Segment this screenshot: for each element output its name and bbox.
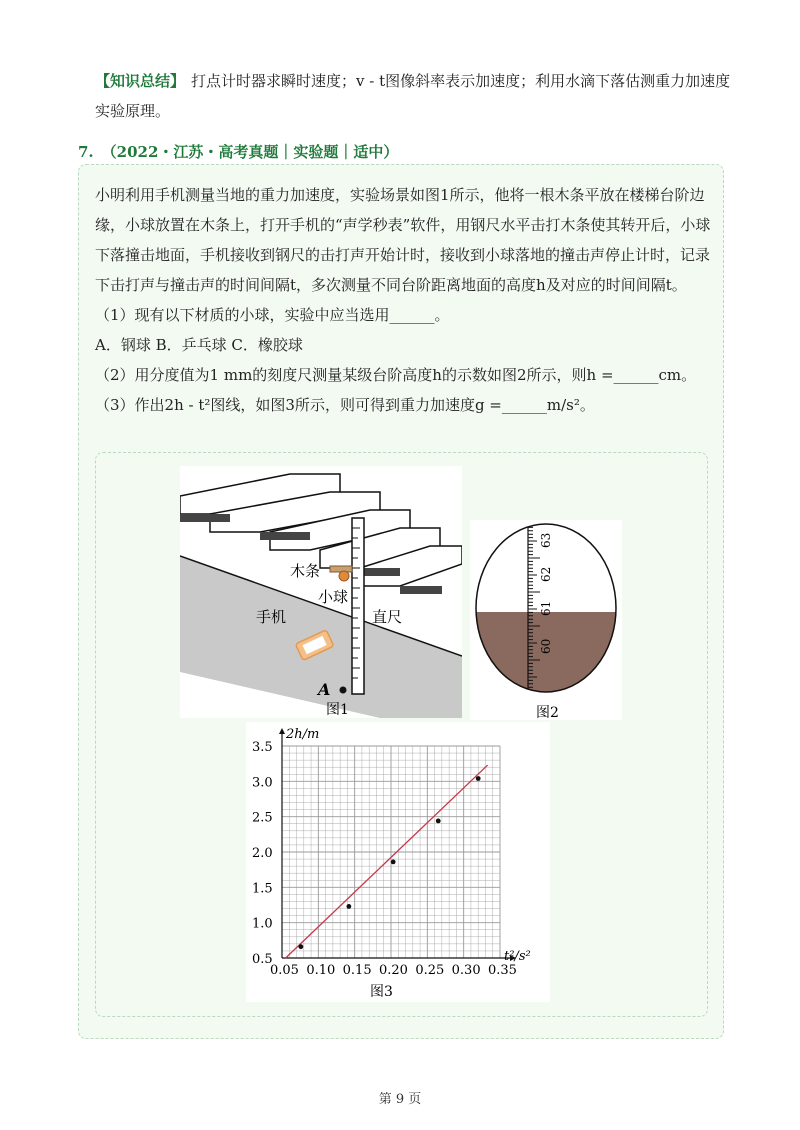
y-tick-label: 3.5 xyxy=(252,740,273,755)
chart-y-ticks xyxy=(252,740,273,967)
y-tick-label: 1.5 xyxy=(252,881,273,897)
staircase xyxy=(180,474,462,586)
point-a-marker xyxy=(340,687,347,694)
figure-1-drawing xyxy=(180,466,462,718)
x-tick-label: 0.30 xyxy=(451,963,481,978)
fit-line xyxy=(286,765,488,958)
y-tick-label: 1.0 xyxy=(252,916,273,932)
chart-points xyxy=(298,776,480,949)
data-point xyxy=(346,904,351,909)
question-part-3: （3）作出2h - t²图线，如图3所示，则可得到重力加速度g =______m/s²。 xyxy=(95,396,595,414)
chart-fit-line-group xyxy=(286,765,488,958)
y-axis-arrow xyxy=(279,728,285,734)
figure-3 xyxy=(246,722,550,1002)
question-number: 7. xyxy=(78,143,94,161)
x-tick-label: 0.25 xyxy=(415,963,445,978)
question-stem: 小明利用手机测量当地的重力加速度，实验场景如图1所示，他将一根木条平放在楼梯台阶边缘，小球放置在木条上，打开手机的“声学秒表”软件，用钢尺水平击打木条使其转开后，小球下落撞击地面，手机接收到钢尺的击打声开始计时，接收到小球落地的撞击声停止计时，记录下击打声与撞击声的时间间隔t，多次测量不同台阶距离地面的高度h及对应的时间间隔t。 xyxy=(95,186,711,294)
figure-2-caption: 图2 xyxy=(536,705,559,720)
question-meta: （2022・江苏・高考真题｜实验题｜适中） xyxy=(101,143,399,161)
data-point xyxy=(391,859,396,864)
x-tick-label: 0.35 xyxy=(488,963,517,978)
question-part-1: （1）现有以下材质的小球，实验中应当选用______。 xyxy=(95,306,450,324)
label-wood: 木条 xyxy=(290,562,321,580)
chart-grid-major xyxy=(282,746,500,958)
question-header xyxy=(78,141,398,162)
tick-61: 61 xyxy=(539,600,553,616)
chart-x-label: t²/s² xyxy=(504,949,531,964)
question-options: A．钢球 B．乒乓球 C．橡胶球 xyxy=(95,336,303,354)
x-tick-label: 0.10 xyxy=(306,963,336,978)
tick-62: 62 xyxy=(539,566,553,582)
question-body xyxy=(95,180,715,420)
summary-text: 打点计时器求瞬时速度；v - t图像斜率表示加速度；利用水滴下落估测重力加速度实验原理。 xyxy=(95,72,731,120)
x-tick-label: 0.15 xyxy=(342,963,372,978)
figure-3-caption: 图3 xyxy=(370,984,393,1000)
tick-63: 63 xyxy=(539,532,553,548)
label-ruler: 直尺 xyxy=(372,608,403,626)
chart-axes xyxy=(279,728,516,961)
question-part-2: （2）用分度值为1 mm的刻度尺测量某级台阶高度h的示数如图2所示，则h =______cm。 xyxy=(95,366,697,384)
y-tick-label: 3.0 xyxy=(252,775,273,791)
chart-2h-vs-t2 xyxy=(246,722,550,1002)
tick-60: 60 xyxy=(539,638,553,654)
figure-2 xyxy=(470,520,622,720)
ball xyxy=(339,571,349,581)
label-phone: 手机 xyxy=(256,608,287,626)
data-point xyxy=(476,776,481,781)
chart-y-label: 2h/m xyxy=(286,727,320,742)
x-tick-label: 0.05 xyxy=(270,963,299,978)
wood-strip xyxy=(330,566,352,572)
page-number: 第 9 页 xyxy=(378,1092,422,1107)
knowledge-summary xyxy=(95,66,735,126)
data-point xyxy=(298,944,303,949)
label-point-a: A xyxy=(318,680,331,699)
figure-2-drawing xyxy=(470,520,622,720)
figure-1-caption: 图1 xyxy=(326,702,349,718)
chart-x-ticks xyxy=(270,963,517,978)
data-point xyxy=(436,819,441,824)
liquid-region xyxy=(470,612,622,702)
y-tick-label: 2.0 xyxy=(252,846,273,861)
y-tick-label: 0.5 xyxy=(252,952,273,967)
x-tick-label: 0.20 xyxy=(379,963,408,978)
label-ball: 小球 xyxy=(318,588,349,606)
y-tick-label: 2.5 xyxy=(252,810,273,826)
summary-tag: 【知识总结】 xyxy=(95,72,186,90)
figure-1 xyxy=(180,466,462,718)
